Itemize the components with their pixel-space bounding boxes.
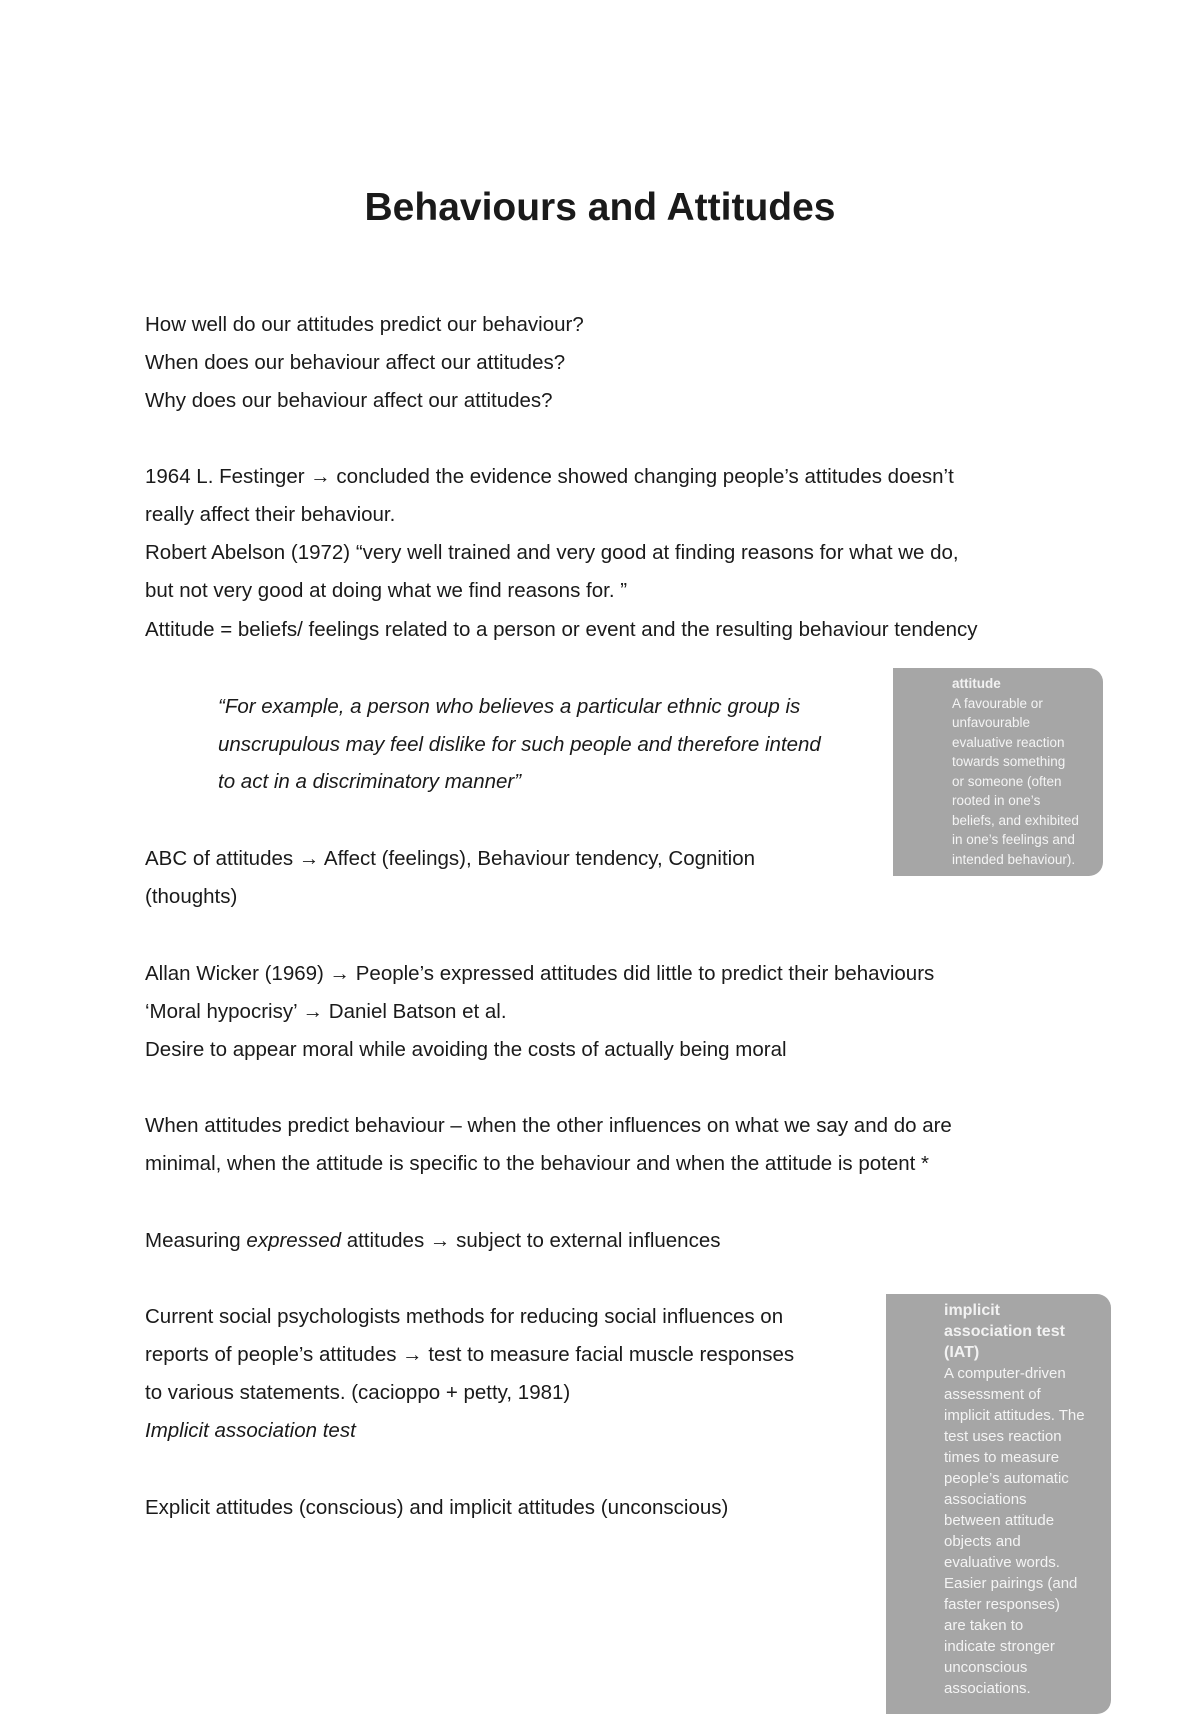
sidebar-attitude-def-line: towards something xyxy=(952,754,1066,769)
sidebar-iat-def-line: faster responses) xyxy=(944,1596,1060,1613)
sidebar-attitude-def-line: rooted in one’s xyxy=(952,793,1041,808)
wicker-line: Allan Wicker (1969) → People’s expressed attitudes did little to predict their behaviours xyxy=(145,962,935,985)
sidebar-attitude-def-line: unfavourable xyxy=(952,715,1031,730)
festinger-line-2: really affect their behaviour. xyxy=(145,503,396,526)
sidebar-iat-def-line: times to measure xyxy=(944,1449,1060,1466)
sidebar-iat-def-line: assessment of xyxy=(944,1386,1041,1403)
sidebar-attitude-def-line: in one’s feelings and xyxy=(952,832,1075,847)
sidebar-attitude-definition xyxy=(893,668,1103,876)
sidebar-iat-def-line: unconscious xyxy=(944,1659,1028,1676)
question-1: How well do our attitudes predict our behaviour? xyxy=(145,313,584,336)
abelson-line-2: but not very good at doing what we find reasons for. ” xyxy=(145,579,628,602)
sidebar-attitude-def-line: A favourable or xyxy=(952,695,1043,711)
implicit-association-test: Implicit association test xyxy=(145,1419,356,1442)
sidebar-attitude-def-line: beliefs, and exhibited xyxy=(952,812,1079,828)
quote-line-3: to act in a discriminatory manner” xyxy=(218,770,522,793)
abelson-line-1: Robert Abelson (1972) “very well trained and very good at finding reasons for what we do, xyxy=(145,541,959,564)
sidebar-iat-def-line: associations. xyxy=(944,1680,1031,1697)
abc-line-1: ABC of attitudes → Affect (feelings), Behaviour tendency, Cognition xyxy=(145,847,756,870)
sidebar-iat-def-line: are taken to xyxy=(944,1617,1024,1634)
sidebar-iat-def-line: people’s automatic xyxy=(944,1470,1069,1487)
current-line-1: Current social psychologists methods for reducing social influences on xyxy=(145,1305,784,1328)
sidebar-iat-def-line: associations xyxy=(944,1491,1027,1508)
sidebar-attitude-term: attitude xyxy=(952,676,1001,691)
measuring-suffix: attitudes → subject to external influences xyxy=(341,1229,721,1252)
question-2: When does our behaviour affect our attitudes? xyxy=(145,351,566,374)
sidebar-iat-def-line: between attitude xyxy=(944,1512,1055,1529)
sidebar-iat-def-line: implicit attitudes. The xyxy=(944,1407,1085,1424)
quote-line-1: “For example, a person who believes a particular ethnic group is xyxy=(218,695,801,718)
quote-line-2: unscrupulous may feel dislike for such people and therefore intend xyxy=(218,733,821,756)
desire-line: Desire to appear moral while avoiding the costs of actually being moral xyxy=(145,1038,787,1061)
sidebar-iat-def-line: indicate stronger xyxy=(944,1638,1055,1655)
sidebar-iat-term-line: (IAT) xyxy=(944,1344,980,1361)
predict-line-1: When attitudes predict behaviour – when the other influences on what we say and do are xyxy=(145,1114,952,1137)
measuring-line xyxy=(145,1222,720,1260)
page-title: Behaviours and Attitudes xyxy=(364,186,836,229)
question-3: Why does our behaviour affect our attitudes? xyxy=(145,389,553,412)
sidebar-iat-term-line: implicit xyxy=(944,1302,1001,1319)
current-line-3: to various statements. (cacioppo + petty, 1981) xyxy=(145,1381,571,1404)
abc-line-2: (thoughts) xyxy=(145,885,238,908)
attitude-definition: Attitude = beliefs/ feelings related to a person or event and the resulting behaviour tendency xyxy=(145,618,978,641)
sidebar-attitude-def-line: or someone (often xyxy=(952,773,1062,789)
sidebar-iat-def-line: evaluative words. xyxy=(944,1554,1060,1571)
sidebar-iat-def-line: A computer-driven xyxy=(944,1365,1066,1382)
sidebar-iat-def-line: objects and xyxy=(944,1533,1021,1550)
measuring-prefix: Measuring xyxy=(145,1229,247,1252)
sidebar-iat-term-line: association test xyxy=(944,1323,1065,1340)
sidebar-attitude-def-line: intended behaviour). xyxy=(952,851,1076,867)
sidebar-iat-definition xyxy=(886,1294,1111,1714)
current-line-2: reports of people’s attitudes → test to measure facial muscle responses xyxy=(145,1343,795,1366)
festinger-line-1: 1964 L. Festinger → concluded the evidence showed changing people’s attitudes doesn’t xyxy=(145,465,954,488)
measuring-emphasis: expressed xyxy=(246,1229,342,1252)
sidebar-iat-def-line: test uses reaction xyxy=(944,1428,1062,1445)
moral-hypocrisy-line: ‘Moral hypocrisy’ → Daniel Batson et al. xyxy=(145,1000,507,1023)
predict-line-2: minimal, when the attitude is specific to the behaviour and when the attitude is potent * xyxy=(145,1152,930,1175)
sidebar-attitude-def-line: evaluative reaction xyxy=(952,734,1065,750)
sidebar-iat-def-line: Easier pairings (and xyxy=(944,1575,1078,1592)
explicit-implicit-line: Explicit attitudes (conscious) and implicit attitudes (unconscious) xyxy=(145,1496,729,1519)
